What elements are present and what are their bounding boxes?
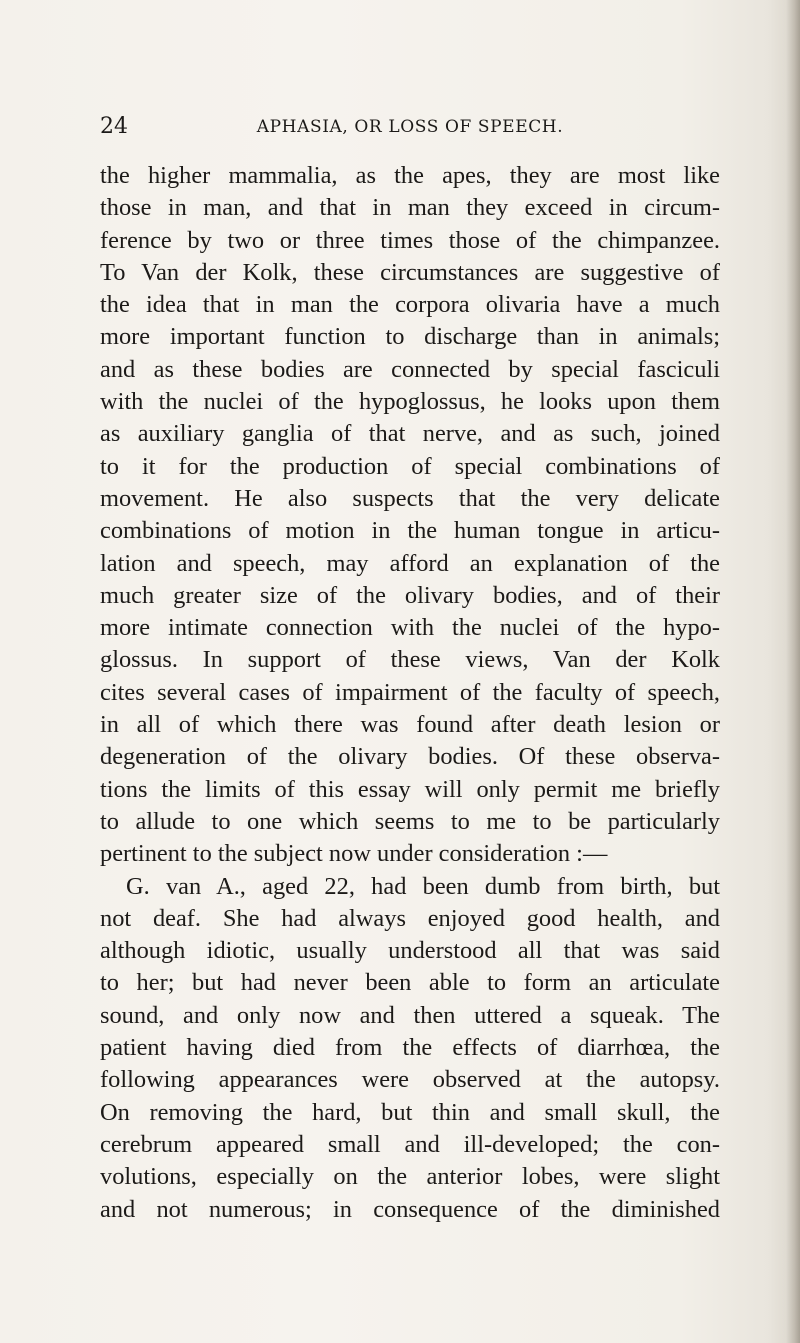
text-line: G. van A., aged 22, had been dumb from birth, but: [126, 872, 720, 900]
text-line: more intimate connection with the nuclei of the hypo-: [100, 614, 720, 642]
page-number: 24: [100, 114, 128, 139]
text-line: those in man, and that in man they exceed in circum-: [100, 194, 720, 222]
text-line: in all of which there was found after death lesion or: [100, 711, 720, 739]
running-head: APHASIA, OR LOSS OF SPEECH.: [256, 117, 564, 137]
text-line: To Van der Kolk, these circumstances are suggestive of: [100, 258, 720, 286]
text-line: with the nuclei of the hypoglossus, he looks upon them: [100, 388, 720, 416]
text-line: and as these bodies are connected by special fasciculi: [100, 355, 720, 383]
text-line: pertinent to the subject now under consideration :—: [100, 840, 608, 868]
text-line: and not numerous; in consequence of the diminished: [100, 1195, 720, 1223]
text-line: cites several cases of impairment of the faculty of speech,: [100, 678, 720, 706]
text-line: although idiotic, usually understood all that was said: [100, 937, 720, 965]
text-line: as auxiliary ganglia of that nerve, and as such, joined: [100, 420, 720, 448]
text-line: the higher mammalia, as the apes, they are most like: [100, 162, 720, 189]
text-line: to allude to one which seems to me to be particularly: [100, 807, 720, 835]
text-line: to it for the production of special combinations of: [100, 452, 720, 480]
text-line: ference by two or three times those of the chimpanzee.: [100, 226, 720, 254]
text-line: much greater size of the olivary bodies, and of their: [100, 581, 720, 609]
body-text: [100, 160, 720, 1226]
text-line: movement. He also suspects that the very delicate: [100, 484, 720, 512]
page-edge-shadow: [786, 0, 800, 1343]
text-line: cerebrum appeared small and ill-developed; the con-: [100, 1130, 720, 1158]
text-line: not deaf. She had always enjoyed good health, and: [100, 904, 720, 932]
text-line: glossus. In support of these views, Van der Kolk: [100, 646, 720, 674]
text-line: volutions, especially on the anterior lobes, were slight: [100, 1163, 720, 1191]
text-line: patient having died from the effects of diarrhœa, the: [100, 1034, 720, 1062]
text-line: to her; but had never been able to form an articulate: [100, 969, 720, 997]
text-line: more important function to discharge than in animals;: [100, 323, 720, 351]
page-header: [100, 112, 720, 142]
text-line: lation and speech, may afford an explanation of the: [100, 549, 720, 577]
text-line: tions the limits of this essay will only permit me briefly: [100, 775, 720, 803]
text-line: sound, and only now and then uttered a squeak. The: [100, 1001, 720, 1029]
text-line: degeneration of the olivary bodies. Of these observa-: [100, 743, 720, 771]
text-line: combinations of motion in the human tongue in articu-: [100, 517, 720, 545]
text-line: following appearances were observed at the autopsy.: [100, 1066, 720, 1094]
text-line: the idea that in man the corpora olivaria have a much: [100, 291, 720, 319]
text-line: On removing the hard, but thin and small skull, the: [100, 1098, 720, 1126]
